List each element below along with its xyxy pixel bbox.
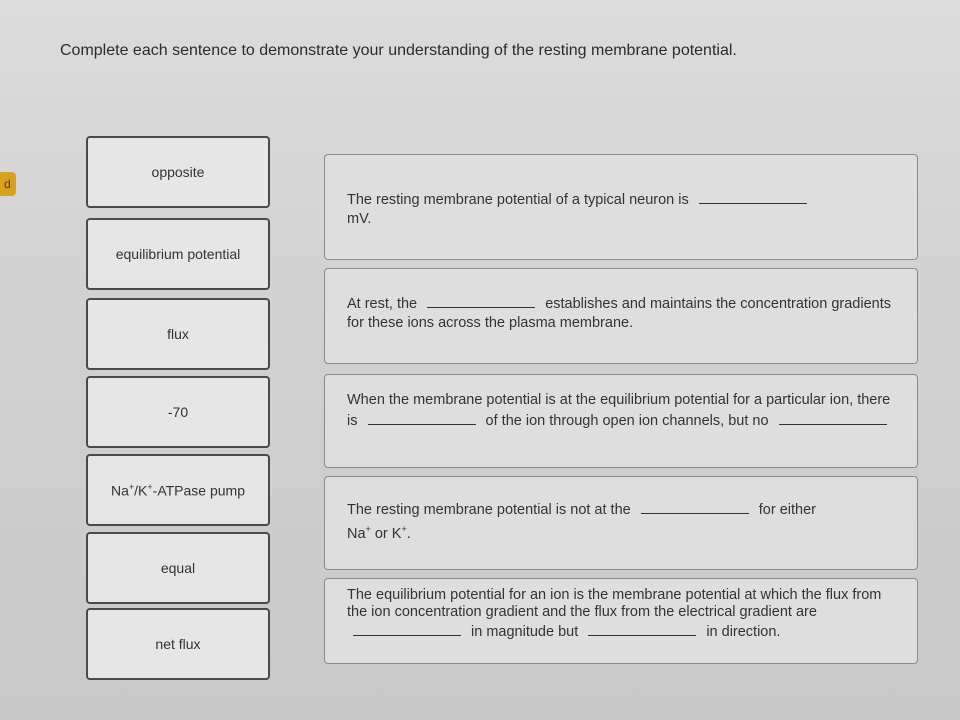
sentence-text: for either: [758, 502, 817, 518]
drop-blank[interactable]: [641, 499, 749, 514]
sentence-text: The resting membrane potential is not at the: [347, 502, 631, 518]
sentence-text: establishes and maintains the concentration gradients for these ions across the plasma membrane.: [347, 296, 891, 331]
sentence-box-5: [324, 578, 918, 664]
drop-blank[interactable]: [779, 410, 887, 425]
sentence-text: mV.: [347, 211, 372, 227]
sentence-text: At rest, the: [347, 296, 418, 312]
sentence-text: of the ion through open ion channels, but no: [485, 413, 769, 429]
chip-label: -70: [167, 404, 189, 420]
drop-blank[interactable]: [353, 621, 461, 636]
chip-label: net flux: [155, 636, 201, 652]
chip-label: equilibrium potential: [115, 246, 241, 262]
sentence-text: in magnitude but: [471, 624, 579, 640]
drop-blank[interactable]: [588, 621, 696, 636]
chip-flux[interactable]: [86, 298, 270, 370]
sentence-box-2: [324, 268, 918, 364]
sentence-box-4: [324, 476, 918, 570]
sentence-text: The resting membrane potential of a typical neuron is: [347, 192, 689, 208]
drop-blank[interactable]: [427, 293, 535, 308]
sentence-text: Na+ or K+.: [347, 524, 411, 542]
chip-net-flux[interactable]: [86, 608, 270, 680]
drop-blank[interactable]: [699, 189, 807, 204]
chip-label: opposite: [151, 164, 205, 180]
chip-label: equal: [160, 560, 196, 576]
chip-label: Na+/K+-ATPase pump: [110, 481, 245, 499]
instructions-text: Complete each sentence to demonstrate your understanding of the resting membrane potential.: [60, 42, 737, 59]
edge-tab[interactable]: d: [0, 172, 16, 196]
drop-blank[interactable]: [368, 410, 476, 425]
sentence-box-1: [324, 154, 918, 260]
sentence-box-3: [324, 374, 918, 468]
sentence-text: The equilibrium potential for an ion is the membrane potential at which the flux from the ion concentration gradient and the flux from the electrical gradient are: [347, 587, 882, 620]
chip-minus-70[interactable]: [86, 376, 270, 448]
sentence-text: in direction.: [706, 624, 781, 640]
chip-equilibrium-potential[interactable]: [86, 218, 270, 290]
sentence-text: When the membrane potential is at the equilibrium potential for a particular ion, there is: [347, 392, 891, 429]
chip-opposite[interactable]: [86, 136, 270, 208]
chip-na-k-atpase-pump[interactable]: [86, 454, 270, 526]
chip-label: flux: [167, 326, 189, 342]
chip-equal[interactable]: [86, 532, 270, 604]
